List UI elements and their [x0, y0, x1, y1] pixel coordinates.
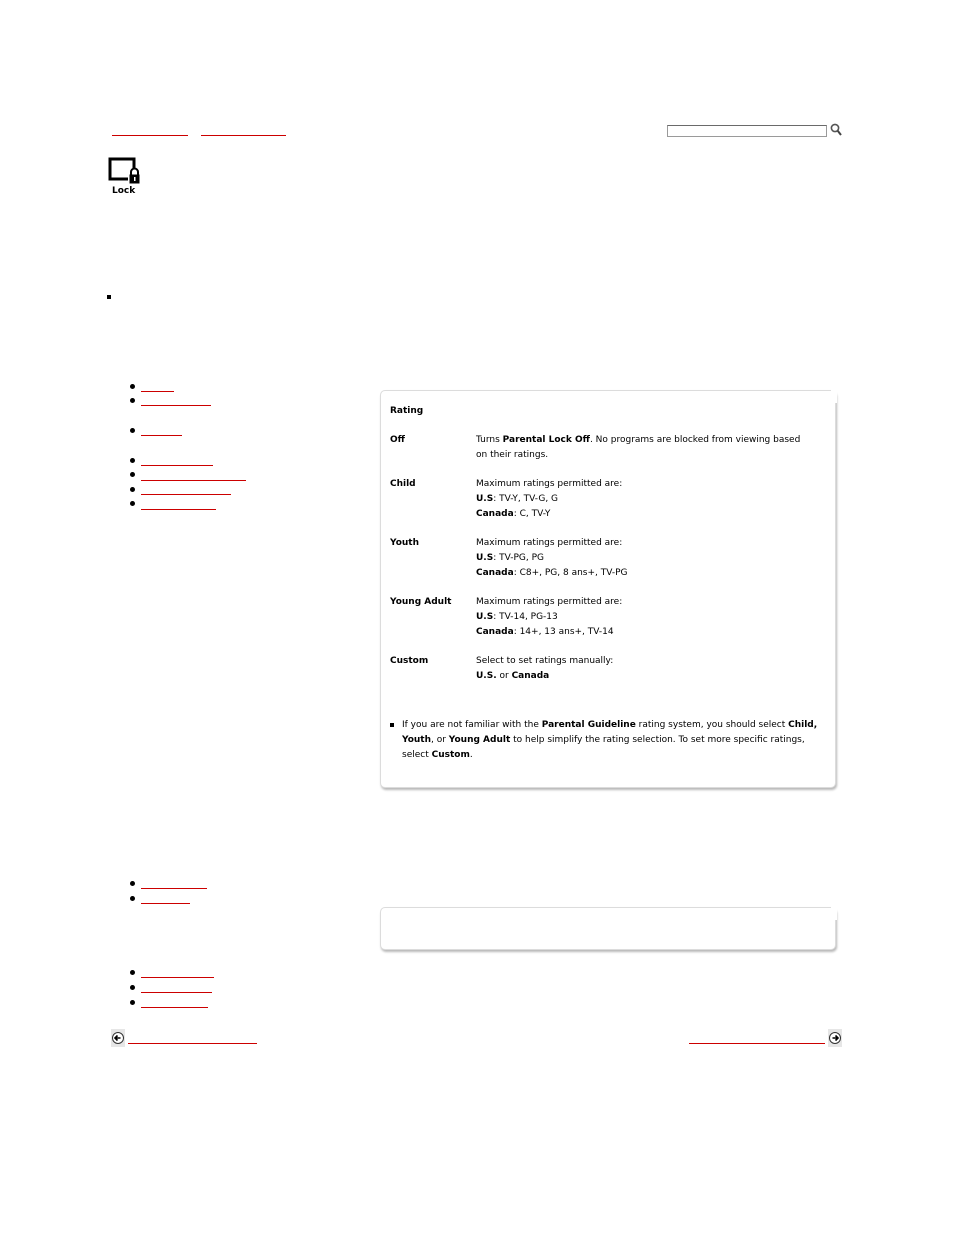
lock-icon [108, 157, 144, 199]
prev-page-link[interactable] [128, 1042, 257, 1044]
nav-link[interactable] [141, 902, 190, 904]
right-arrow-icon[interactable] [828, 1029, 842, 1047]
magnifier-icon[interactable] [830, 123, 842, 137]
table-row: Young Adult Maximum ratings permitted are: U.S: TV-14, PG-13 Canada: 14+, 13 ans+, TV-14 [390, 597, 623, 637]
table-row: Custom Select to set ratings manually: U.S. or Canada [390, 656, 614, 681]
table-row: Child Maximum ratings permitted are: U.S: TV-Y, TV-G, G Canada: C, TV-Y [390, 479, 623, 519]
note-bullet [390, 723, 394, 727]
list-bullet [130, 472, 135, 477]
nav-link[interactable] [141, 404, 211, 406]
list-bullet [130, 398, 135, 403]
nav-link[interactable] [141, 976, 214, 978]
list-bullet [130, 896, 135, 901]
lock-label: Lock [112, 186, 136, 196]
nav-link[interactable] [141, 493, 231, 495]
rating-header: Rating [390, 406, 424, 416]
nav-link[interactable] [141, 1006, 208, 1008]
nav-link[interactable] [141, 434, 182, 436]
list-bullet [130, 487, 135, 492]
empty-panel [380, 907, 836, 950]
nav-link[interactable] [141, 390, 174, 392]
list-bullet [130, 970, 135, 975]
table-row: Youth Maximum ratings permitted are: U.S: TV-PG, PG Canada: C8+, PG, 8 ans+, TV-PG [390, 538, 628, 578]
list-bullet [130, 384, 135, 389]
list-bullet [130, 501, 135, 506]
section-bullet [107, 295, 111, 299]
table-row: Off Turns Parental Lock Off. No programs are blocked from viewing based on their ratings. [390, 433, 816, 463]
list-bullet [130, 1000, 135, 1005]
nav-link[interactable] [141, 508, 216, 510]
note-text: If you are not familiar with the Parental Guideline rating system, you should select Child, Youth, or Young Adult to help simplify the rating selection. To set more specific ratings, select Custom. [402, 720, 818, 760]
list-bullet [130, 881, 135, 886]
breadcrumb-link-2[interactable] [201, 134, 286, 136]
nav-link[interactable] [141, 887, 207, 889]
next-page-link[interactable] [689, 1042, 825, 1044]
search-input[interactable] [667, 125, 827, 137]
left-arrow-icon[interactable] [111, 1029, 125, 1047]
nav-link[interactable] [141, 479, 246, 481]
rating-table [390, 404, 816, 684]
nav-link[interactable] [141, 464, 213, 466]
list-bullet [130, 428, 135, 433]
list-bullet [130, 458, 135, 463]
list-bullet [130, 985, 135, 990]
off-description: Turns Parental Lock Off. No programs are blocked from viewing based on their ratings. [476, 435, 801, 460]
rating-note [390, 718, 820, 763]
breadcrumb-link-1[interactable] [112, 134, 188, 136]
nav-link[interactable] [141, 991, 212, 993]
